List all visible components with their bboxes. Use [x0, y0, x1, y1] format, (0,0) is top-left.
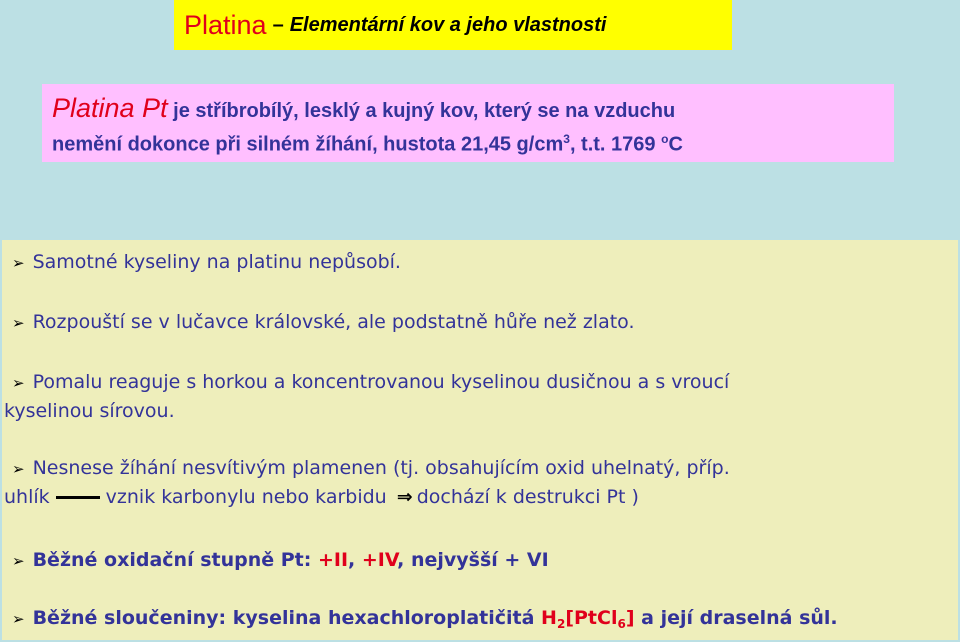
- bullet-3-line-2: kyselinou sírovou.: [4, 400, 175, 422]
- formula-sub-2: 2: [556, 617, 566, 631]
- bullet-1: [12, 248, 948, 277]
- intro-element: Platina Pt: [52, 93, 168, 123]
- bullet-3-line-1: Pomalu reaguje s horkou a koncentrovanou kyselinou dusičnou a s vroucí: [32, 371, 730, 393]
- bullet-6: [12, 604, 948, 638]
- arrow-bullet-icon: ➢: [12, 254, 25, 272]
- bullet-5-suffix: , nejvyšší + VI: [397, 549, 549, 571]
- formula-ptcl: [PtCl: [565, 607, 618, 629]
- bullet-6-suffix: a její draselná sůl.: [634, 607, 838, 629]
- arrow-bullet-icon: ➢: [12, 374, 25, 392]
- intro-line-2: [52, 125, 894, 159]
- long-dash-line: [56, 496, 100, 499]
- title-main: Platina: [184, 9, 267, 40]
- intro-sup-3: 3: [563, 132, 570, 146]
- intro-text-2: nemění dokonce při silném žíhání, hustota 21,45 g/cm: [52, 133, 564, 156]
- bullet-2-text: Rozpouští se v lučavce královské, ale podstatně hůře než zlato.: [32, 311, 635, 333]
- bullet-5: [12, 546, 948, 575]
- arrow-bullet-icon: ➢: [12, 314, 25, 332]
- arrow-bullet-icon: ➢: [12, 610, 25, 628]
- title-subtitle: Elementární kov a jeho vlastnosti: [289, 13, 607, 36]
- title-dash: –: [272, 13, 284, 36]
- arrow-bullet-icon: ➢: [12, 552, 25, 570]
- bullet-4-line-2b: vznik karbonylu nebo karbidu: [105, 486, 387, 508]
- slide-title: [174, 0, 732, 50]
- bullet-4: [4, 454, 948, 511]
- formula-close: ]: [625, 607, 635, 629]
- intro-sup-o: o: [661, 132, 669, 146]
- oxidation-state-2: +II: [317, 549, 349, 571]
- intro-text-3: , t.t. 1769: [569, 133, 662, 156]
- bullet-5-prefix: Běžné oxidační stupně Pt:: [32, 549, 318, 571]
- bullet-6-prefix: Běžné sloučeniny: kyselina hexachloroplatičitá: [32, 607, 542, 629]
- properties-box: [2, 240, 958, 640]
- bullet-1-text: Samotné kyseliny na platinu nepůsobí.: [32, 251, 401, 273]
- intro-box: [42, 84, 894, 162]
- bullet-2: [12, 308, 948, 337]
- implies-arrow-icon: ⇒: [396, 486, 413, 508]
- formula-h: H: [541, 607, 557, 629]
- bullet-5-comma: ,: [348, 549, 362, 571]
- bullet-4-line-1: Nesnese žíhání nesvítivým plamenen (tj. obsahujícím oxid uhelnatý, příp.: [32, 457, 730, 479]
- bullet-4-line-2a: uhlík: [4, 486, 50, 508]
- bullet-4-line-2c: dochází k destrukci Pt ): [416, 486, 639, 508]
- intro-text-1: je stříbrobílý, lesklý a kujný kov, který se na vzduchu: [167, 100, 676, 122]
- bullet-3: [4, 368, 948, 425]
- formula-sub-6: 6: [617, 617, 626, 631]
- oxidation-state-4: +IV: [361, 549, 398, 571]
- intro-text-4: C: [668, 133, 683, 156]
- arrow-bullet-icon: ➢: [12, 460, 25, 478]
- intro-line-1: [52, 94, 894, 125]
